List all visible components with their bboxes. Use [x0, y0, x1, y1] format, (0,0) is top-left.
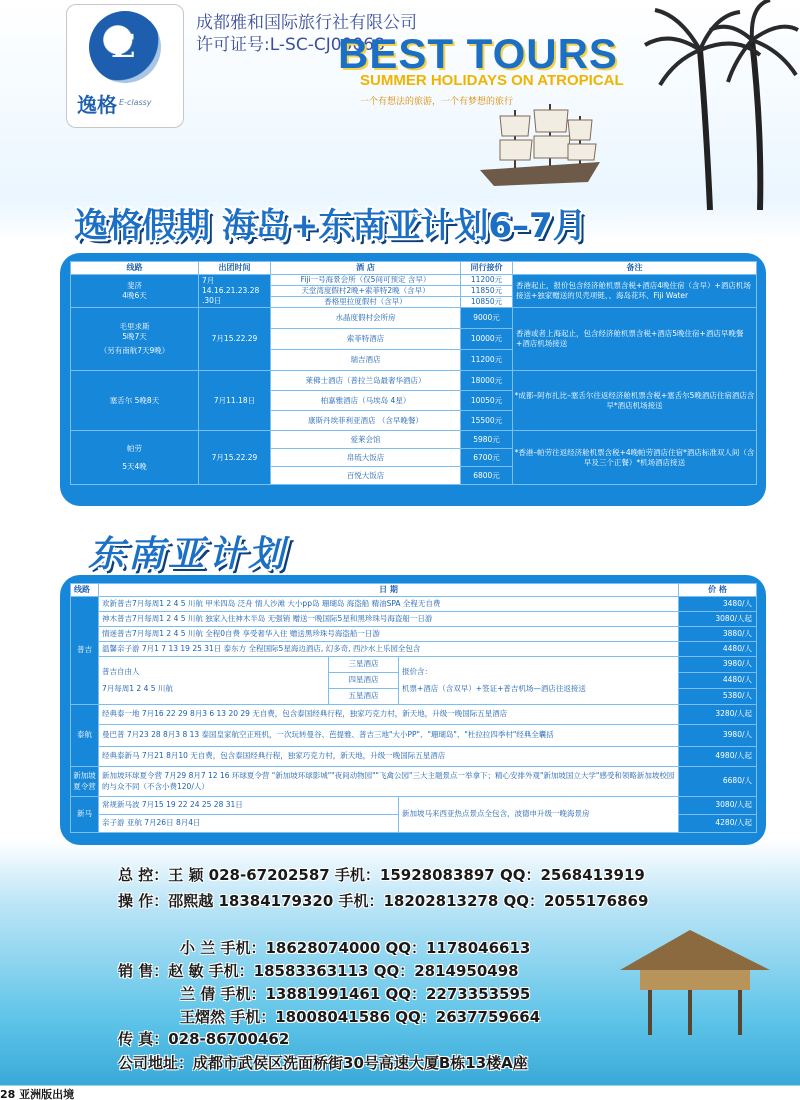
- price-cell: 4480/人: [679, 673, 757, 689]
- hotel-cell: 水晶度假村会所房: [271, 308, 461, 329]
- contact-sales-2: 兰 倩 手机：13881991461 QQ：2273353595: [180, 985, 531, 1003]
- header-dates: 出团时间: [199, 262, 271, 275]
- route-thailand: 泰航: [71, 705, 99, 767]
- price-cell: 11200元: [461, 350, 513, 371]
- beach-hut-icon: [600, 920, 780, 1040]
- price-cell: 10050元: [461, 391, 513, 411]
- table-row: [71, 612, 757, 627]
- table-row: [71, 431, 757, 449]
- contact-fax: 传 真：028-86700462: [118, 1030, 290, 1048]
- price-cell: 6700元: [461, 449, 513, 467]
- hotel-cell: 柏嘉雅酒店（马埃岛 4星）: [271, 391, 461, 411]
- price-cell: 3480/人: [679, 597, 757, 612]
- island-plan-title: 逸格假期 海岛+东南亚计划6–7月: [74, 206, 587, 246]
- brand-name-en: E-classy: [119, 98, 152, 107]
- dates-fiji: 7月 14.16.21.23.28 .30日: [199, 275, 271, 308]
- header-note: 备注: [513, 262, 757, 275]
- hotel-cell: 香格里拉度假村（含早）: [271, 297, 461, 308]
- tour-cell: 经典泰一地 7月16 22 29 8月3 6 13 20 29 无自费，包含泰国经典行程，独家巧克力村，新天地，升级一晚国际五星酒店: [99, 705, 679, 725]
- page-number: 28: [0, 1088, 16, 1100]
- price-cell: 15500元: [461, 411, 513, 431]
- tour-cell: 新加坡环球夏令营 7月29 8月7 12 16 环球夏令营 "新加坡环球影城""夜间动物园""飞禽公园"三大主题景点一举拿下；精心安排外观"新加坡国立大学"感受和领略新加坡校园的与众不同（不含小费120/人）: [99, 767, 679, 797]
- price-cell: 5380/人: [679, 689, 757, 705]
- best-tours-title: BEST TOURS: [338, 30, 618, 77]
- brand-logo: [66, 4, 184, 128]
- hotel-level-cell: 三星酒店: [329, 657, 399, 673]
- header-price: 价 格: [679, 584, 757, 597]
- hotel-cell: Fiji一号海景会所（仅5间可预定 含早）: [271, 275, 461, 286]
- hotel-cell: 天堂湾度假村2晚+索菲特2晚（含早）: [271, 286, 461, 297]
- southeast-asia-table: [70, 583, 757, 833]
- contact-sales-label: 销 售：赵 敏 手机：18583363113 QQ：2814950498: [118, 962, 519, 980]
- island-plan-table: [70, 261, 757, 485]
- note-mauritius: 香港或者上海起止，包含经济舱机票含税+酒店5晚住宿+酒店早晚餐+酒店机场接送: [513, 308, 757, 371]
- route-fiji: 斐济 4晚6天: [71, 275, 199, 308]
- header-hotel: 酒 店: [271, 262, 461, 275]
- table-row: [71, 597, 757, 612]
- footer-section: 亚洲版出境: [19, 1088, 75, 1100]
- price-cell: 3980/人: [679, 725, 757, 747]
- table-row: [71, 767, 757, 797]
- tour-cell: 亲子游 亚航 7月26日 8月4日: [99, 815, 399, 833]
- sailing-ship-icon: [470, 100, 610, 195]
- note-fiji: 香港起止，报价包含经济舱机票含税+酒店4晚住宿（含早）+酒店机场接送+独家赠送的贝壳项链、、海岛花环、Fiji Water: [513, 275, 757, 308]
- price-cell: 4980/人起: [679, 747, 757, 767]
- note-palau: *香港–帕劳往返经济舱机票含税+4晚帕劳酒店住宿*酒店标准双人间（含早及三个正餐）*机场酒店接送: [513, 431, 757, 485]
- price-cell: 6800元: [461, 467, 513, 485]
- price-cell: 10000元: [461, 329, 513, 350]
- price-cell: 3280/人起: [679, 705, 757, 725]
- route-mauritius: 毛里求斯 5晚7天 （另有南航7天9晚）: [71, 308, 199, 371]
- table-header-row: [71, 262, 757, 275]
- tour-cell: 常规新马波 7月15 19 22 24 25 28 31日: [99, 797, 399, 815]
- hotel-cell: 康斯丹埃菲利亚酒店 （含早晚餐）: [271, 411, 461, 431]
- price-cell: 3980/人: [679, 657, 757, 673]
- table-row: [71, 275, 757, 286]
- malaysia-note: 新加坡马来西亚热点景点全包含，波德申升级一晚海景房: [399, 797, 679, 833]
- slogan: 一个有想法的旅游，一个有梦想的旅行: [360, 97, 514, 107]
- price-cell: 10850元: [461, 297, 513, 308]
- page-footer: [0, 1086, 74, 1100]
- header-dates: 日 期: [99, 584, 679, 597]
- table-row: [71, 657, 757, 673]
- license-number: 许可证号:L-SC-CJ00068: [196, 35, 385, 55]
- company-address: 公司地址：成都市武侯区洗面桥街30号高速大厦B栋13楼A座: [118, 1054, 528, 1072]
- contact-operation: 操 作：邵熙越 18384179320 手机：18202813278 QQ：2055176869: [118, 892, 649, 910]
- price-cell: 3880/人: [679, 627, 757, 642]
- table-row: [71, 747, 757, 767]
- table-row: [71, 725, 757, 747]
- note-seychelles: *成都–阿布扎比–塞舌尔往返经济舱机票含税+塞舌尔5晚酒店住宿酒店含早*酒店机场接送: [513, 371, 757, 431]
- route-palau: 帕劳 5天4晚: [71, 431, 199, 485]
- route-malaysia: 新马: [71, 797, 99, 833]
- hotel-cell: 瑞吉酒店: [271, 350, 461, 371]
- dates-mauritius: 7月15.22.29: [199, 308, 271, 371]
- hotel-cell: 莱佛士酒店（普拉兰岛最奢华酒店）: [271, 371, 461, 391]
- route-seychelles: 塞舌尔 5晚8天: [71, 371, 199, 431]
- tour-cell: 欢新普吉7月每周1 2 4 5 川航 甲米四岛 泛舟 情人沙滩 大小pp岛 珊瑚岛 海盗船 精油SPA 全程无自费: [99, 597, 679, 612]
- dates-palau: 7月15.22.29: [199, 431, 271, 485]
- price-cell: 5980元: [461, 431, 513, 449]
- header-price: 同行接价: [461, 262, 513, 275]
- header-route: 线路: [71, 262, 199, 275]
- hotel-level-cell: 四星酒店: [329, 673, 399, 689]
- tour-cell: 经典泰新马 7月21 8月10 无自费，包含泰国经典行程，独家巧克力村，新天地，升级一晚国际五星酒店: [99, 747, 679, 767]
- price-cell: 3080/人起: [679, 797, 757, 815]
- table-row: [71, 797, 757, 815]
- route-singapore: 新加坡夏令营: [71, 767, 99, 797]
- summer-subtitle: SUMMER HOLIDAYS ON ATROPICAL: [360, 72, 624, 89]
- table-row: [71, 705, 757, 725]
- table-row: [71, 308, 757, 329]
- table-row: [71, 642, 757, 657]
- price-cell: 11200元: [461, 275, 513, 286]
- price-cell: 18000元: [461, 371, 513, 391]
- route-phuket: 普吉: [71, 597, 99, 705]
- table-row: [71, 371, 757, 391]
- contact-sales-3: 王熠然 手机：18008041586 QQ：2637759664: [180, 1008, 541, 1026]
- hotel-cell: 爱莱会馆: [271, 431, 461, 449]
- price-cell: 4280/人起: [679, 815, 757, 833]
- hotel-cell: 索菲特酒店: [271, 329, 461, 350]
- dates-seychelles: 7月11.18日: [199, 371, 271, 431]
- price-cell: 3080/人起: [679, 612, 757, 627]
- hotel-level-cell: 五星酒店: [329, 689, 399, 705]
- tour-cell: 温馨亲子游 7月1 7 13 19 25 31日 泰东方 全程国际5星海边酒店, 幻多奇, 西沙水上乐园全包含: [99, 642, 679, 657]
- phuket-free-include: 报价含： 机票+酒店（含双早）+签证+普吉机场—酒店往返接送: [399, 657, 679, 705]
- tour-cell: 神木普吉7月每周1 2 4 5 川航 独家入住神木半岛 无强销 赠送一晚国际5星和黑珍珠号海盗船一日游: [99, 612, 679, 627]
- brand-name-cn: 逸格: [77, 93, 117, 117]
- company-name: 成都雅和国际旅行社有限公司: [196, 13, 417, 33]
- price-cell: 4480/人: [679, 642, 757, 657]
- southeast-asia-title: 东南亚计划: [88, 534, 289, 575]
- hotel-cell: 帛琉大饭店: [271, 449, 461, 467]
- contact-control: 总 控：王 颖 028-67202587 手机：15928083897 QQ：2568413919: [118, 866, 645, 884]
- header-route: 线路: [71, 584, 99, 597]
- contact-sales-1: 小 兰 手机：18628074000 QQ：1178046613: [180, 939, 531, 957]
- tour-cell: 情迷普吉7月每周1 2 4 5 川航 全程0自费 享受奢华入住 赠送黑珍珠号海盗船一日游: [99, 627, 679, 642]
- tour-cell: 曼巴普 7月23 28 8月3 8 13 泰国皇家航空正班机，一次玩转曼谷、芭提雅、普吉三地"大小PP"、"珊瑚岛"、"杜拉拉四季村"经典全囊括: [99, 725, 679, 747]
- price-cell: 6680/人: [679, 767, 757, 797]
- palm-trees-icon: [640, 0, 800, 210]
- hotel-cell: 百悦大饭店: [271, 467, 461, 485]
- table-row: [71, 627, 757, 642]
- price-cell: 11850元: [461, 286, 513, 297]
- table-header-row: [71, 584, 757, 597]
- logo-letter: E: [111, 27, 136, 65]
- price-cell: 9000元: [461, 308, 513, 329]
- phuket-free-cell: 普吉自由人 7月每周1 2 4 5 川航: [99, 657, 329, 705]
